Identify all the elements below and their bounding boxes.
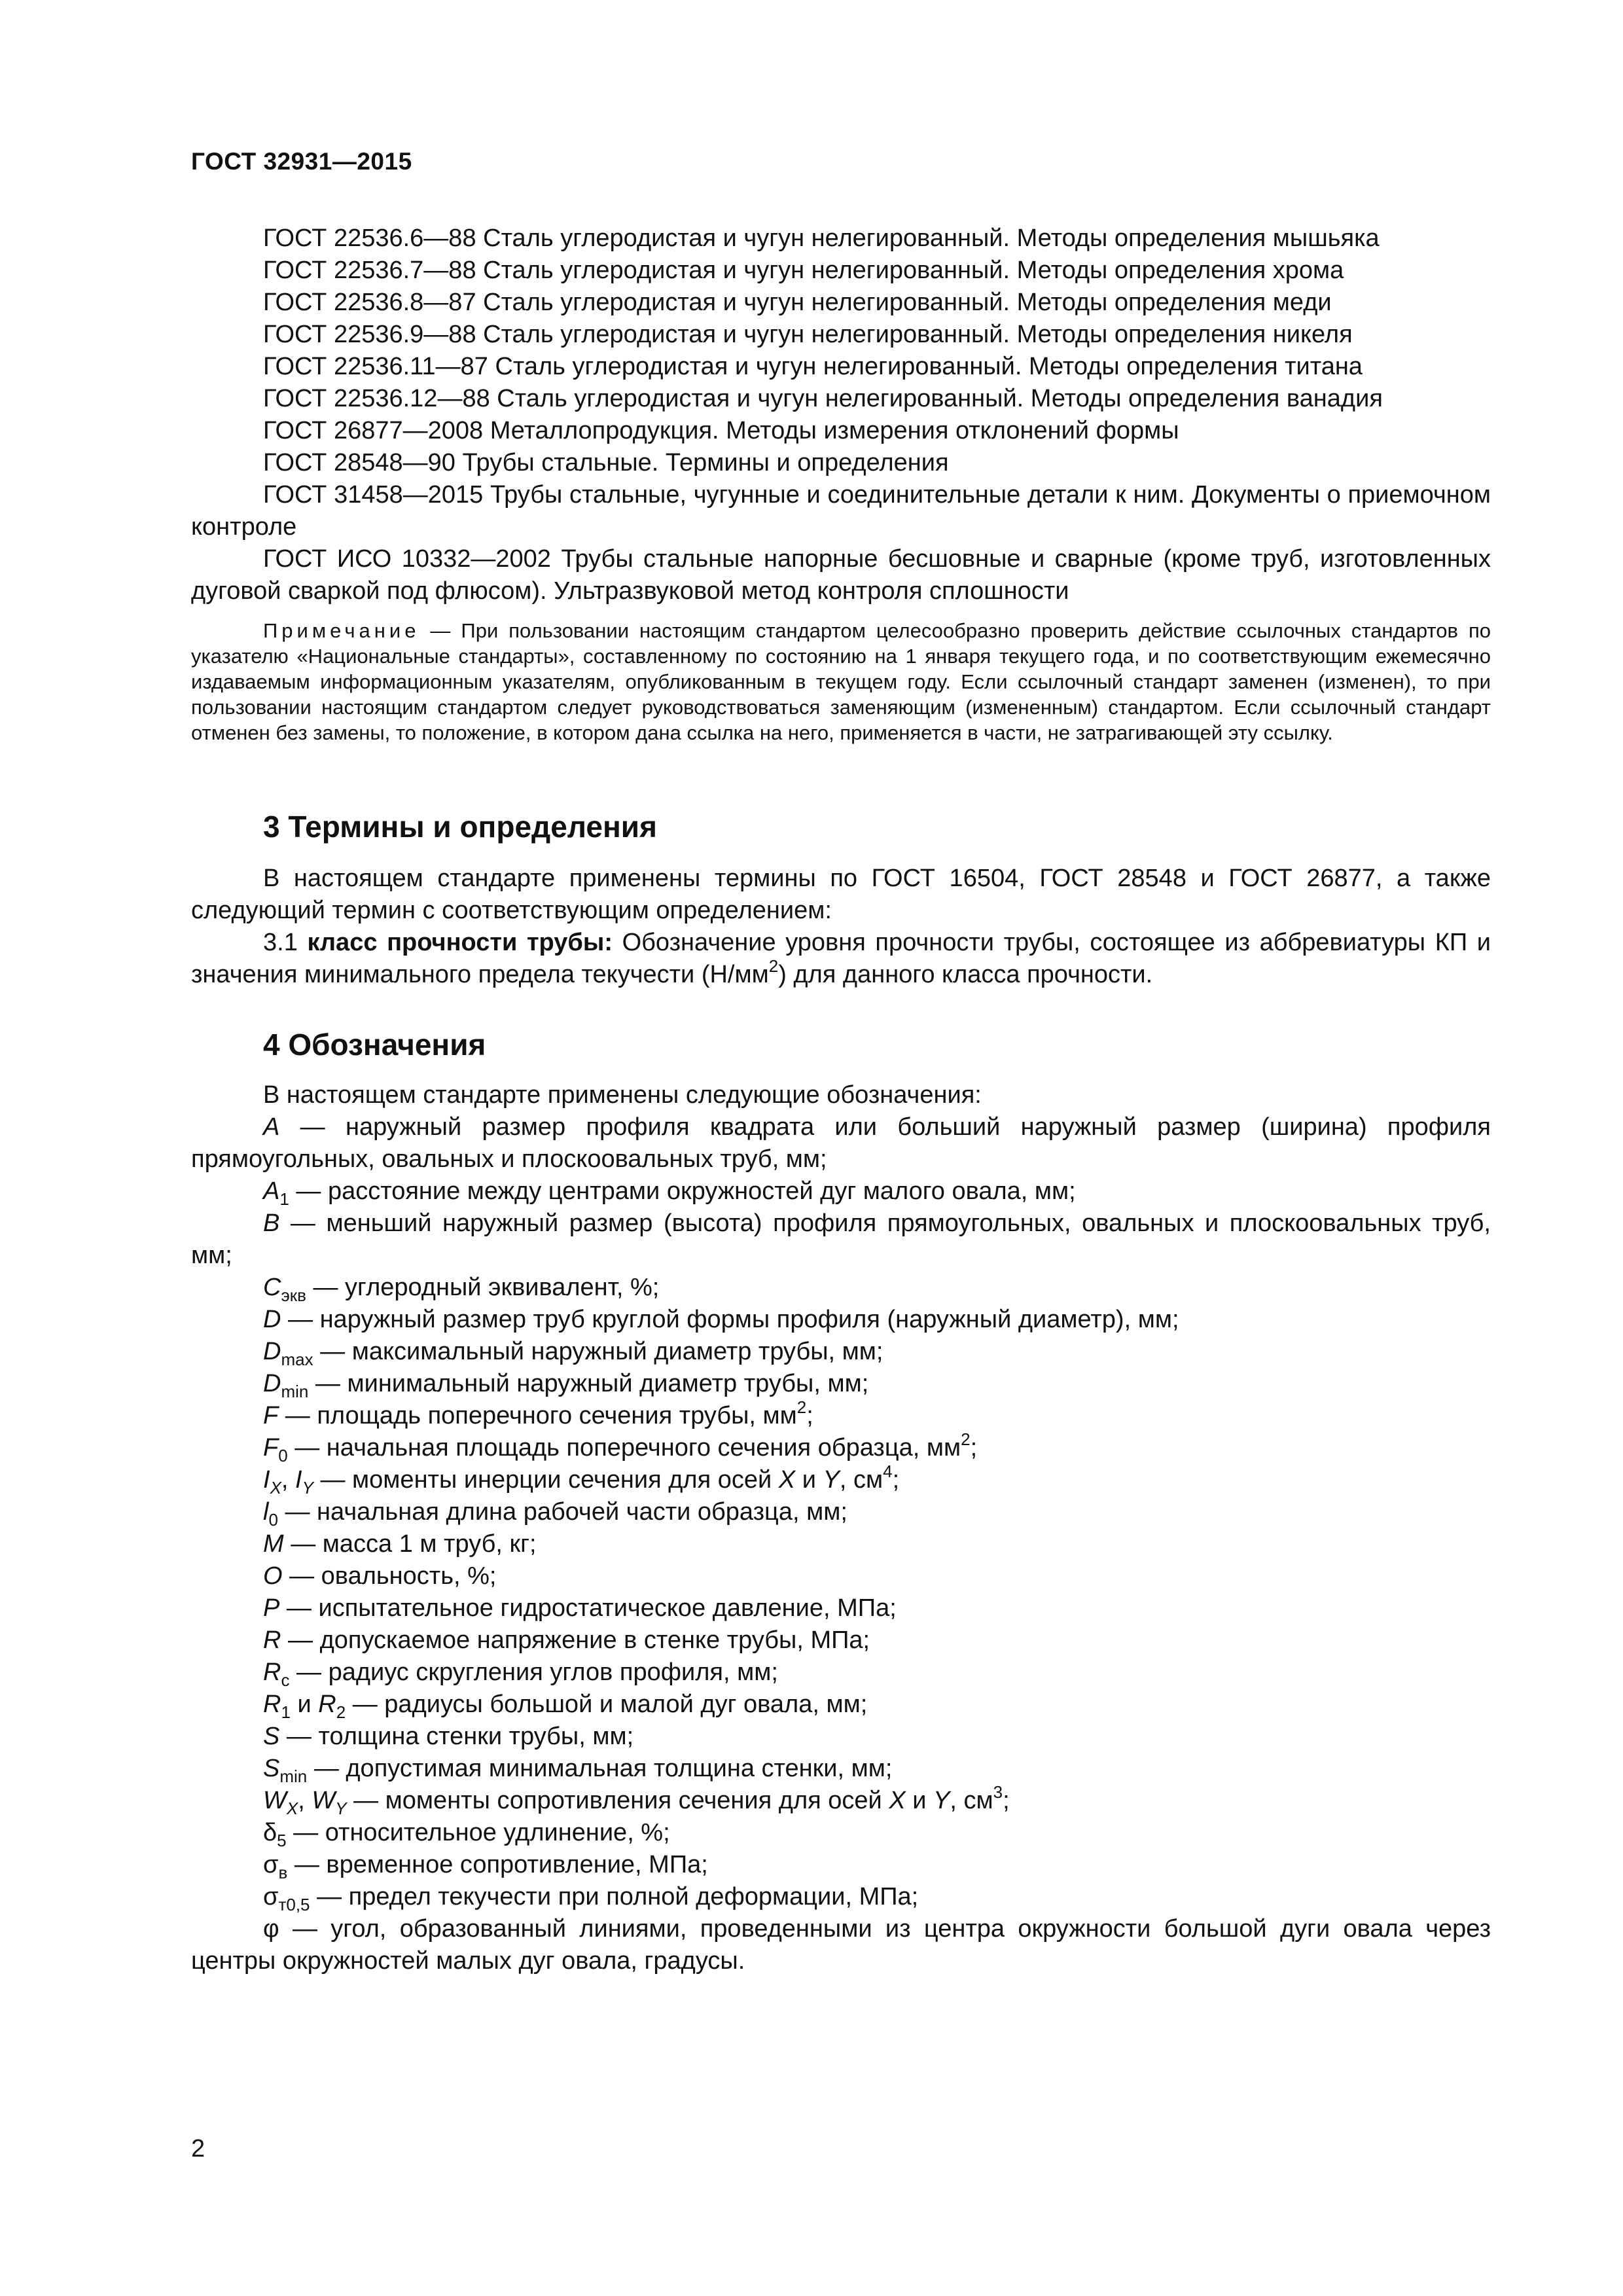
symbol-description: — начальная длина рабочей части образца, мм;: [277, 1498, 847, 1526]
superscript: 4: [883, 1462, 893, 1481]
symbol-description: — максимальный наружный диаметр трубы, мм;: [313, 1338, 883, 1365]
symbol-description: — предел текучести при полной деформации, МПа;: [310, 1883, 919, 1910]
symbol-description: — моменты инерции сечения для осей: [313, 1466, 779, 1494]
punctuation: ;: [1003, 1787, 1010, 1814]
symbol-description: — радиус скругления углов профиля, мм;: [289, 1659, 778, 1686]
reference-item: ГОСТ 22536.7—88 Сталь углеродистая и чугун нелегированный. Методы определения хрома: [263, 257, 1344, 284]
reference-item: ГОСТ 22536.9—88 Сталь углеродистая и чугун нелегированный. Методы определения никеля: [263, 321, 1353, 348]
symbol: D: [263, 1306, 281, 1333]
symbol-description: — масса 1 м труб, кг;: [283, 1530, 537, 1558]
punctuation: ;: [806, 1402, 813, 1429]
section-4-intro: В настоящем стандарте применены следующие обозначения:: [263, 1081, 982, 1109]
subscript: 0: [268, 1510, 278, 1530]
symbol-description: — наружный размер труб круглой формы профиля (наружный диаметр), мм;: [281, 1306, 1179, 1333]
axis-symbol: X: [889, 1787, 906, 1814]
symbol: A: [263, 1113, 280, 1141]
conjunction: и: [905, 1787, 934, 1814]
symbol-item: [191, 1496, 1491, 1528]
punctuation: ,: [298, 1787, 312, 1814]
subscript: max: [281, 1350, 313, 1369]
symbol: R: [263, 1691, 281, 1718]
note-text: — При пользовании настоящим стандартом целесообразно проверить действие ссылочных стандартов по указателю «Национальные стандарты», составленному по состоянию на 1 января текущего года, и по соответствующим ежемесячно издаваемым информационным указателям, опубликованным в текущем году. Если ссылочный стандарт заменен (изменен), то при пользовании настоящим стандартом следует руководствоваться заменяющим (измененным) стандартом. Если ссылочный стандарт отменен без замены, то положение, в котором дана ссылка на него, применяется в части, не затрагивающей эту ссылку.: [191, 619, 1491, 744]
symbol-item: [191, 1753, 1491, 1785]
symbol-description: — меньший наружный размер (высота) профиля прямоугольных, овальных и плоскоовальных труб, мм;: [191, 1210, 1491, 1269]
symbol-description: — толщина стенки трубы, мм;: [279, 1723, 634, 1750]
superscript: 2: [796, 1397, 807, 1417]
subscript: Y: [302, 1478, 313, 1498]
punctuation: ;: [970, 1434, 978, 1462]
symbol: l: [263, 1498, 269, 1526]
symbol: S: [263, 1723, 280, 1750]
term-name: класс прочности трубы:: [307, 929, 613, 956]
section-3-heading: 3 Термины и определения: [263, 810, 657, 844]
symbol-item: [191, 1592, 1491, 1624]
symbol-description: — наружный размер профиля квадрата или больший наружный размер (ширина) профиля прямоугольных, овальных и плоскоовальных труб, мм;: [191, 1113, 1491, 1173]
term-number: 3.1: [263, 929, 308, 956]
symbol-item: [191, 1368, 1491, 1400]
subscript: min: [279, 1767, 308, 1786]
punctuation: ;: [892, 1466, 900, 1494]
symbol-item: [191, 1849, 1491, 1881]
symbol-item: [191, 1111, 1491, 1175]
symbol-description: , см: [839, 1466, 883, 1494]
symbol: φ: [263, 1915, 279, 1943]
superscript: 2: [768, 956, 779, 976]
reference-note: [191, 618, 1491, 745]
axis-symbol: Y: [823, 1466, 840, 1494]
symbol: F: [263, 1402, 279, 1429]
symbol: B: [263, 1210, 280, 1237]
section-3-intro: В настоящем стандарте применены термины по ГОСТ 16504, ГОСТ 28548 и ГОСТ 26877, а также следующий термин с соответствующим определением:: [191, 865, 1491, 924]
symbol-description: — относительное удлинение, %;: [286, 1819, 670, 1846]
superscript: 3: [993, 1782, 1003, 1802]
symbol-item: [191, 1429, 1491, 1465]
symbol-description: — допустимая минимальная толщина стенки, мм;: [307, 1755, 893, 1782]
subscript: в: [278, 1863, 288, 1882]
page-number: 2: [191, 2135, 205, 2162]
symbol-item: [191, 1528, 1491, 1560]
conjunction: и: [290, 1691, 319, 1718]
symbol: W: [312, 1787, 336, 1814]
symbol-description: — минимальный наружный диаметр трубы, мм;: [308, 1370, 869, 1397]
symbol-item: [191, 1782, 1491, 1818]
symbol-description: — радиусы большой и малой дуг овала, мм;: [346, 1691, 868, 1718]
subscript: X: [270, 1478, 281, 1498]
symbol-description: , см: [950, 1787, 993, 1814]
symbol-item: [191, 1336, 1491, 1368]
subscript: 0: [278, 1446, 288, 1465]
symbol-item: [191, 1464, 1491, 1496]
symbol-description: — углеродный эквивалент, %;: [306, 1274, 660, 1301]
reference-item: ГОСТ 22536.6—88 Сталь углеродистая и чугун нелегированный. Методы определения мышьяка: [263, 224, 1380, 252]
reference-item: ГОСТ 31458—2015 Трубы стальные, чугунные и соединительные детали к ним. Документы о приемочном контроле: [191, 481, 1491, 541]
symbol: S: [263, 1755, 280, 1782]
reference-item: ГОСТ 28548—90 Трубы стальные. Термины и определения: [263, 449, 949, 476]
symbol-description: — моменты сопротивления сечения для осей: [346, 1787, 889, 1814]
symbol-item: [191, 1304, 1491, 1336]
subscript: 5: [277, 1831, 287, 1850]
symbol: R: [263, 1626, 281, 1654]
symbol: W: [263, 1787, 287, 1814]
symbol: D: [263, 1338, 281, 1365]
axis-symbol: Y: [933, 1787, 950, 1814]
symbol-description: — угол, образованный линиями, проведенными из центра окружности большой дуги овала через центры окружностей малых дуг овала, градусы.: [191, 1915, 1491, 1975]
symbol-item: [191, 1721, 1491, 1753]
subscript: экв: [281, 1285, 306, 1305]
document-body: [191, 223, 1491, 1977]
symbol-item: [191, 1624, 1491, 1657]
symbol-item: [191, 1657, 1491, 1689]
symbol: R: [263, 1659, 281, 1686]
symbol-item: [191, 1272, 1491, 1304]
symbol: σ: [263, 1883, 279, 1910]
symbol-description: — овальность, %;: [282, 1562, 497, 1590]
subscript: т0,5: [278, 1895, 310, 1914]
reference-item: ГОСТ 22536.8—87 Сталь углеродистая и чугун нелегированный. Методы определения меди: [263, 289, 1332, 316]
reference-item: ГОСТ 22536.12—88 Сталь углеродистая и чугун нелегированный. Методы определения ванадия: [263, 385, 1383, 412]
symbol: I: [263, 1466, 270, 1494]
symbol-description: — расстояние между центрами окружностей дуг малого овала, мм;: [289, 1177, 1076, 1205]
axis-symbol: X: [778, 1466, 796, 1494]
symbol-description: — испытательное гидростатическое давление, МПа;: [279, 1594, 897, 1622]
term-definition-text: ) для данного класса прочности.: [778, 961, 1153, 988]
symbol: σ: [263, 1851, 279, 1878]
note-label: Примечание: [263, 619, 420, 642]
symbol: I: [295, 1466, 302, 1494]
symbol-item: [191, 1397, 1491, 1432]
subscript: X: [286, 1799, 298, 1818]
symbol-description: — допускаемое напряжение в стенке трубы, МПа;: [281, 1626, 870, 1654]
symbol-item: [191, 1881, 1491, 1913]
subscript: 2: [336, 1702, 346, 1722]
symbol: O: [263, 1562, 283, 1590]
symbol-description: — площадь поперечного сечения трубы, мм: [278, 1402, 797, 1429]
reference-item: ГОСТ 26877—2008 Металлопродукция. Методы измерения отклонений формы: [263, 417, 1179, 444]
term-definition: [191, 927, 1491, 991]
symbol: P: [263, 1594, 280, 1622]
reference-item: ГОСТ ИСО 10332—2002 Трубы стальные напорные бесшовные и сварные (кроме труб, изготовленных дуговой сваркой под флюсом). Ультразвуковой метод контроля сплошности: [191, 545, 1491, 605]
symbol: R: [318, 1691, 336, 1718]
document-code-header: ГОСТ 32931—2015: [191, 148, 412, 175]
symbol-description: — временное сопротивление, МПа;: [287, 1851, 708, 1878]
section-4-heading: 4 Обозначения: [263, 1028, 486, 1062]
subscript: 1: [281, 1702, 291, 1722]
symbol-item: [191, 1913, 1491, 1977]
symbol-item: [191, 1175, 1491, 1208]
symbol: D: [263, 1370, 281, 1397]
symbol: δ: [263, 1819, 277, 1846]
superscript: 2: [961, 1429, 971, 1449]
symbol-item: [191, 1208, 1491, 1272]
punctuation: ,: [281, 1466, 296, 1494]
symbol: A: [263, 1177, 280, 1205]
subscript: c: [281, 1670, 290, 1690]
subscript: Y: [335, 1799, 347, 1818]
conjunction: и: [795, 1466, 823, 1494]
reference-item: ГОСТ 22536.11—87 Сталь углеродистая и чугун нелегированный. Методы определения титана: [263, 353, 1363, 380]
symbol: C: [263, 1274, 281, 1301]
symbol-description: — начальная площадь поперечного сечения образца, мм: [287, 1434, 961, 1462]
symbol-item: [191, 1689, 1491, 1721]
term-definition-text: Обозначение уровня прочности трубы, состоящее из аббревиатуры КП и значения минимального предела текучести (Н/мм: [191, 929, 1491, 988]
subscript: 1: [279, 1189, 289, 1209]
symbol-item: [191, 1817, 1491, 1849]
subscript: min: [281, 1382, 309, 1401]
symbol: M: [263, 1530, 284, 1558]
symbol: F: [263, 1434, 279, 1462]
symbol-item: [191, 1560, 1491, 1592]
